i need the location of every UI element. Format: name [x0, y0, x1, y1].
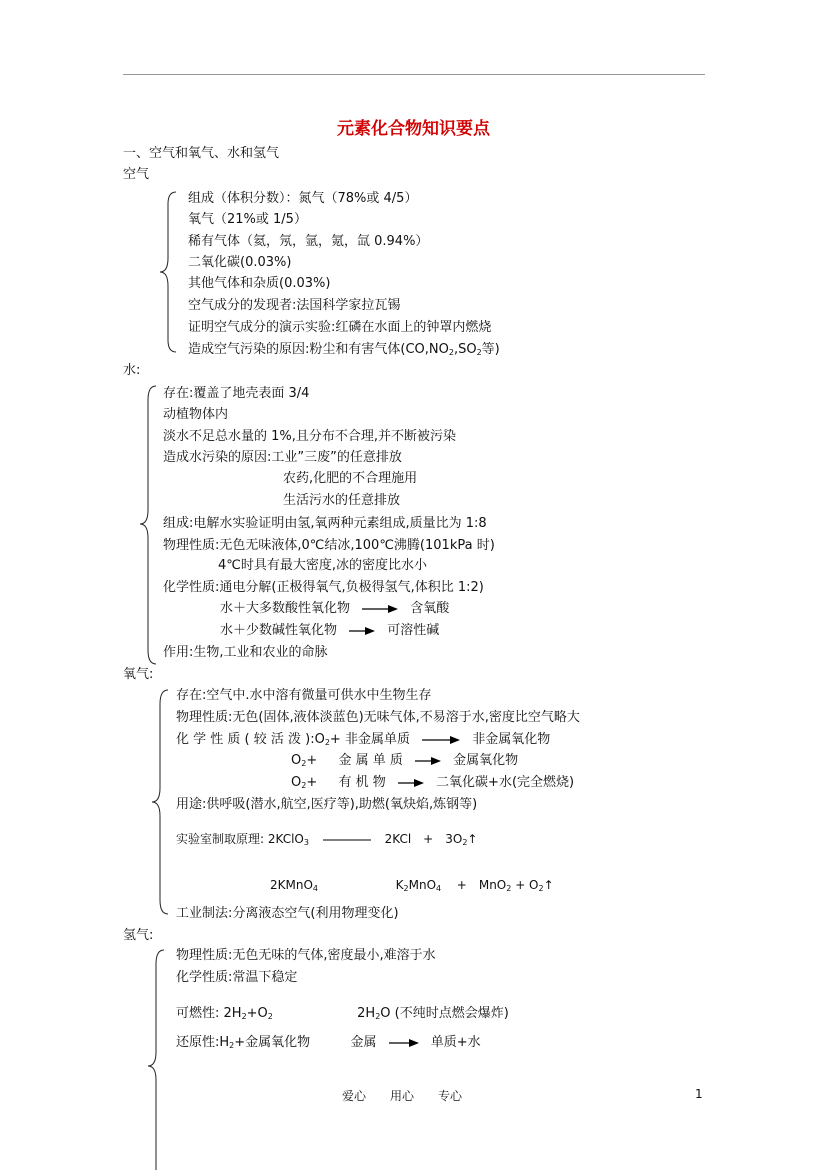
water-line: 物理性质:无色无味液体,0℃结冰,100℃沸腾(101kPa 时)	[163, 538, 495, 553]
oxygen-line: 用途:供呼吸(潜水,航空,医疗等),助燃(氧炔焰,炼钢等)	[176, 797, 478, 812]
oxygen-line: 实验室制取原理: 2KClO$_3$ 2KCl + $3O_2↑$	[176, 832, 478, 847]
arrow-right-icon	[398, 779, 424, 787]
water-line: 动植物体内	[163, 407, 229, 422]
oxygen-heading: 氧气:	[123, 667, 154, 682]
oxygen-line: $O_2+$ 金 属 单 质 金属氧化物	[291, 753, 519, 768]
water-line: 存在:覆盖了地壳表面 3/4	[163, 386, 310, 401]
air-line: 二氧化碳(0.03%)	[188, 255, 292, 270]
up-arrow-icon: ↑	[467, 832, 478, 846]
reaction-line: 水＋大多数酸性氧化物 含氧酸	[220, 601, 450, 616]
air-line: 组成（体积分数）：氮气（78%或 4/5）	[188, 191, 418, 206]
arrow-right-icon	[349, 627, 375, 635]
air-line: 氧气（21%或 1/5）	[188, 212, 307, 227]
air-line: 证明空气成分的演示实验:红磷在水面上的钟罩内燃烧	[188, 320, 492, 335]
water-line: 化学性质:通电分解(正极得氧气,负极得氢气,体积比 1:2)	[163, 580, 484, 595]
reaction-line: 水＋少数碱性氧化物 可溶性碱	[220, 623, 440, 638]
oxygen-line: 化 学 性 质 ( 较 活 泼 )$:O_2+$ 非金属单质 非金属氧化物	[176, 732, 551, 747]
water-brace	[138, 384, 160, 666]
air-line: 造成空气污染的原因:粉尘和有害气体($CO,NO_2,SO_2$等)	[188, 342, 500, 357]
water-line: 农药,化肥的不合理施用	[283, 471, 418, 486]
arrow-right-icon	[415, 757, 441, 765]
reaction-line-mark	[323, 837, 371, 843]
oxygen-line: 工业制法:分离液态空气(利用物理变化)	[176, 906, 399, 921]
hydrogen-line: 还原性$:H_2+$金属氧化物 金属 单质+水	[176, 1035, 481, 1050]
water-line: 作用:生物,工业和农业的命脉	[163, 645, 328, 660]
arrow-right-icon	[362, 605, 398, 613]
oxygen-line: 存在:空气中.水中溶有微量可供水中生物生存	[176, 688, 432, 703]
air-line: 稀有气体（氦，氖，氩，氪，氙 0.94%）	[188, 234, 429, 249]
water-line: 4℃时具有最大密度,冰的密度比水小	[218, 558, 428, 573]
page-title: 元素化合物知识要点	[337, 119, 490, 139]
hydrogen-brace	[146, 948, 168, 1170]
oxygen-brace	[150, 688, 172, 916]
arrow-right-icon	[422, 736, 460, 744]
footer-text: 爱心 用心 专心	[342, 1089, 463, 1103]
water-line: 造成水污染的原因:工业”三废”的任意排放	[163, 450, 402, 465]
air-heading: 空气	[123, 167, 150, 182]
oxygen-line: 物理性质:无色(固体,液体淡蓝色)无味气体,不易溶于水,密度比空气略大	[176, 710, 580, 725]
hydrogen-line: 化学性质:常温下稳定	[176, 970, 298, 985]
water-line: 淡水不足总水量的 1%,且分布不合理,并不断被污染	[163, 429, 457, 444]
up-arrow-icon: ↑	[543, 878, 554, 892]
hydrogen-line: 物理性质:无色无味的气体,密度最小,难溶于水	[176, 948, 436, 963]
air-brace	[158, 190, 180, 354]
air-line: 空气成分的发现者:法国科学家拉瓦锡	[188, 298, 401, 313]
water-line: 组成:电解水实验证明由氢,氧两种元素组成,质量比为 1:8	[163, 516, 487, 531]
water-line: 生活污水的任意排放	[283, 493, 401, 508]
arrow-right-icon	[389, 1039, 419, 1047]
water-heading: 水:	[123, 363, 141, 378]
hydrogen-heading: 氢气:	[123, 928, 154, 943]
oxygen-line: 2KMnO$_4$ $K_2MnO_4$ + $MnO_2 + O_2↑$	[270, 878, 554, 893]
air-line: 其他气体和杂质(0.03%)	[188, 276, 331, 291]
section-heading: 一、空气和氧气、水和氢气	[123, 146, 280, 161]
page-number: 1	[695, 1087, 703, 1101]
oxygen-line: $O_2+$ 有 机 物 二氧化碳+水(完全燃烧)	[291, 775, 575, 790]
hydrogen-line: 可燃性: $2H_2+O_2$ $2H_2O$ (不纯时点燃会爆炸)	[176, 1006, 509, 1021]
header-rule	[123, 74, 705, 75]
